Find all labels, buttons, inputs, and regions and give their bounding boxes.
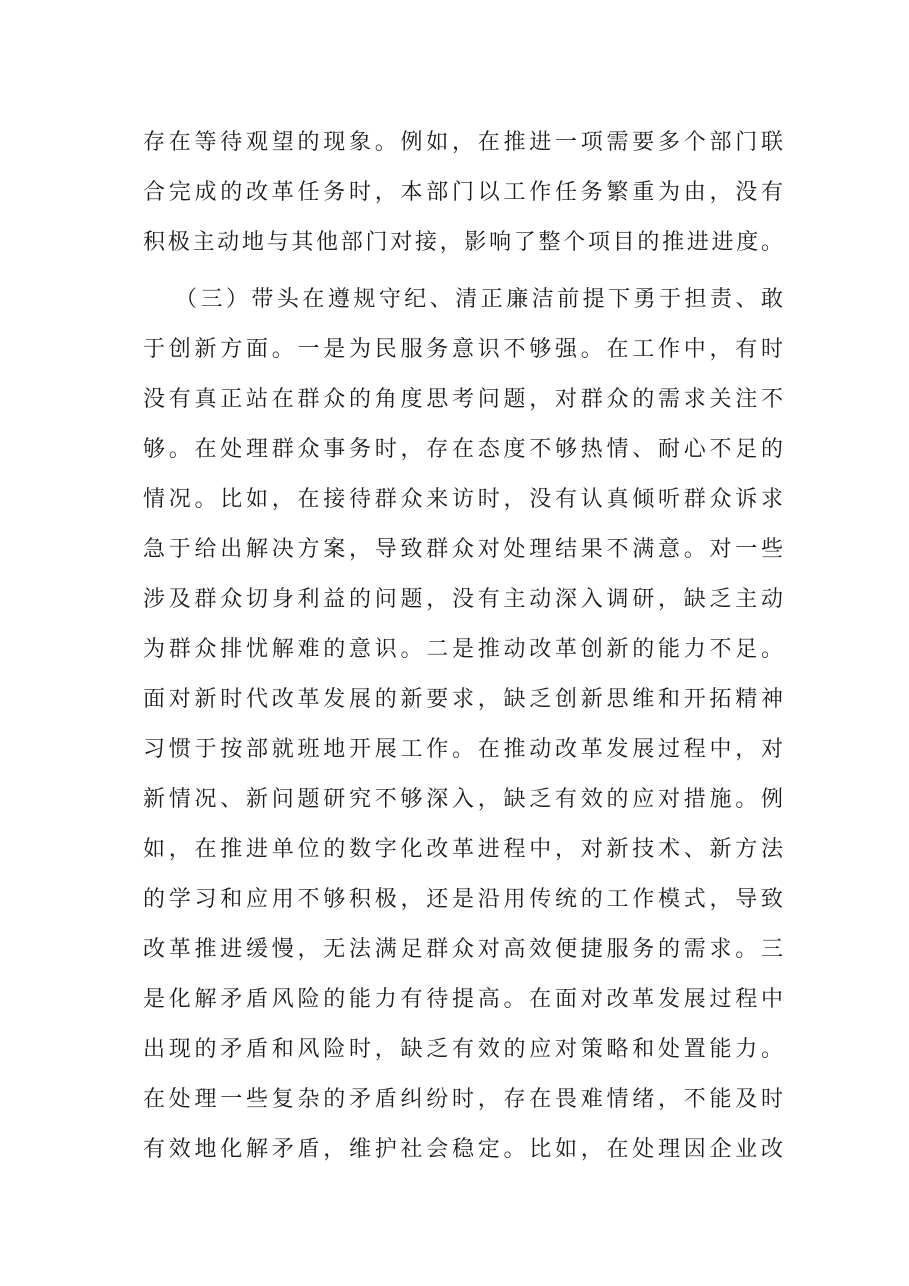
text-line: 在处理一些复杂的矛盾纠纷时，存在畏难情绪，不能及时 <box>143 1087 783 1112</box>
text-line: 没有真正站在群众的角度思考问题，对群众的需求关注不 <box>143 387 783 412</box>
text-line: 出现的矛盾和风险时，缺乏有效的应对策略和处置能力。 <box>143 1037 783 1062</box>
text-line: 存在等待观望的现象。例如，在推进一项需要多个部门联 <box>143 130 783 155</box>
text-line: 改革推进缓慢，无法满足群众对高效便捷服务的需求。三 <box>143 937 783 962</box>
text-line: 够。在处理群众事务时，存在态度不够热情、耐心不足的 <box>143 437 783 462</box>
text-line: 新情况、新问题研究不够深入，缺乏有效的应对措施。例 <box>143 787 783 812</box>
text-line: 急于给出解决方案，导致群众对处理结果不满意。对一些 <box>143 537 783 562</box>
text-line: 为群众排忧解难的意识。二是推动改革创新的能力不足。 <box>143 637 783 662</box>
text-line: 有效地化解矛盾，维护社会稳定。比如，在处理因企业改 <box>143 1137 783 1162</box>
text-line: 是化解矛盾风险的能力有待提高。在面对改革发展过程中 <box>143 987 783 1012</box>
text-line: 于创新方面。一是为民服务意识不够强。在工作中，有时 <box>143 337 783 362</box>
text-line: 如，在推进单位的数字化改革进程中，对新技术、新方法 <box>143 837 783 862</box>
text-line: 涉及群众切身利益的问题，没有主动深入调研，缺乏主动 <box>143 587 783 612</box>
text-line: 习惯于按部就班地开展工作。在推动改革发展过程中，对 <box>143 737 783 762</box>
section-heading-line: （三）带头在遵规守纪、清正廉洁前提下勇于担责、敢 <box>175 287 783 312</box>
text-line: 合完成的改革任务时，本部门以工作任务繁重为由，没有 <box>143 180 783 205</box>
text-line: 的学习和应用不够积极，还是沿用传统的工作模式，导致 <box>143 887 783 912</box>
text-line: 情况。比如，在接待群众来访时，没有认真倾听群众诉求 <box>143 487 783 512</box>
text-line: 面对新时代改革发展的新要求，缺乏创新思维和开拓精神 <box>143 687 783 712</box>
text-line: 积极主动地与其他部门对接，影响了整个项目的推进进度。 <box>143 230 783 255</box>
